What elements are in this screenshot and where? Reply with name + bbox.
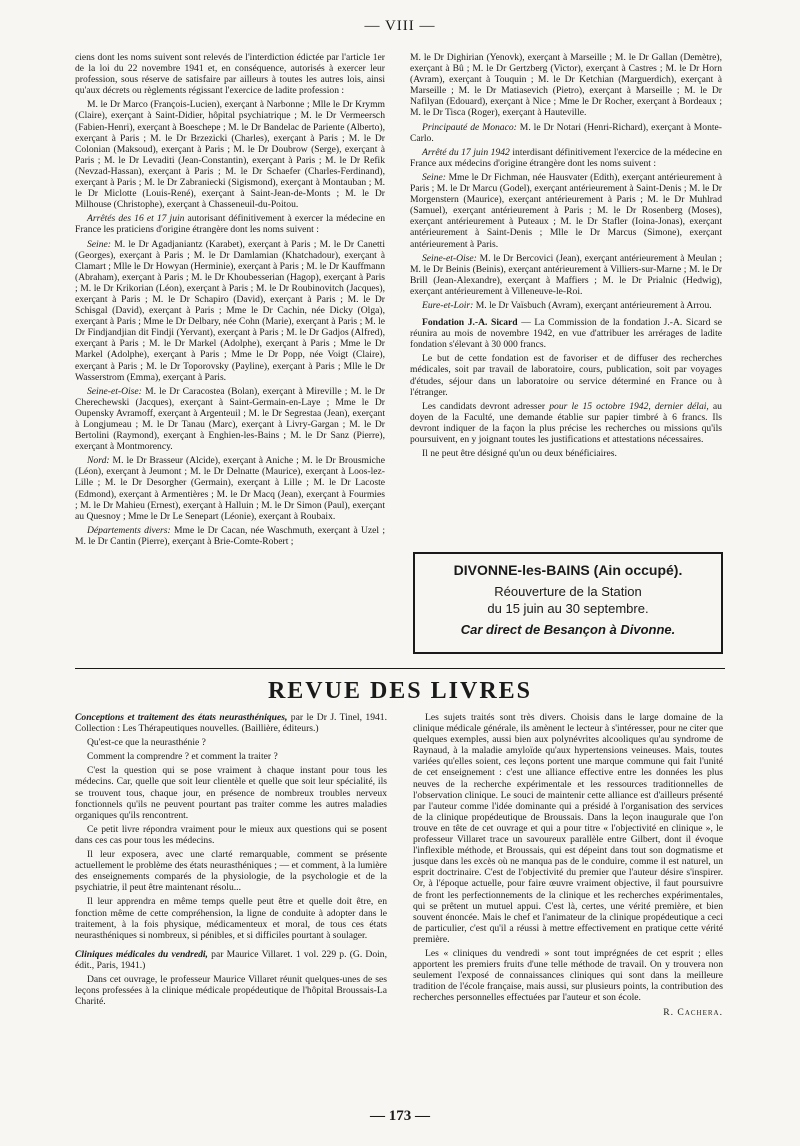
paragraph-text: M. le Dr Caracostea (Bolan), exerçant à Mireville ; M. le Dr Cherechewski (Jacques), exerçant à Saint-Germain-en-Laye ; Mme le Dr Oupensky Avramoff, exerçant à Argenteuil ; M. le Dr Segrestaa (Jean), exerçant à Longjumeau ; M. le Dr Tanau (Marc), exerçant à Livry-Gargan ; M. le Dr Bertolini (Raymond), exerçant à Enghien-les-Bains ; M. le Dr Sanz (Pierre), exerçant à Montmorency. bbox=[75, 385, 385, 453]
decree-date: Arrêté du 17 juin 1942 bbox=[422, 146, 510, 158]
paragraph-text: au doyen de la Faculté, une demande établie sur papier timbré à 6 francs. Ils devront indiquer de la façon la plus précise les recherches ou missions qu'ils poursuivent, en y joignant toutes les justifications et attestations nécessaires. bbox=[410, 400, 722, 445]
region-label: Nord: bbox=[87, 455, 110, 467]
paragraph bbox=[410, 253, 722, 297]
region-label: Seine-et-Oise: bbox=[87, 385, 142, 397]
page-header-roman: — VIII — bbox=[364, 18, 436, 34]
paragraph: Comment la comprendre ? et comment la traiter ? bbox=[87, 751, 278, 763]
region-label: Seine: bbox=[422, 171, 446, 183]
paragraph: Qu'est-ce que la neurasthénie ? bbox=[87, 737, 206, 749]
page-number: — 173 — bbox=[370, 1108, 430, 1124]
paragraph: M. le Dr Marco (François-Lucien), exerçant à Narbonne ; Mlle le Dr Krymm (Claire), exerçant à Saint-Didier, hôpital psychiatrique ; M. le Dr Vermeersch (Fabien-Henri), exerçant à Boeschepe ; M. le Dr Bandelac de Pariente (Alberto), exerçant à Paris ; M. le Dr Brzezicki (Charles), exerçant à Paris ; M. le Dr Colonian (Maksoud), exerçant à Paris ; M. le Dr Doubrow (Serge), exerçant à Paris ; M. le Dr Levaditi (Jean-Constantin), exerçant à Paris ; M. le Dr Refik (Nevzad-Hassan), exerçant à Paris ; M. le Dr Schaefer (Charles-Ferdinand), exerçant à Paris ; M. le Dr Zabraniecki (Sigismond), exerçant à Montauban ; M. le Dr Miclotte (Louis-René), exerçant à Saint-Jean-de-Monts ; M. le Dr Milhouse (Christophe), exerçant à Chasseneuil-du-Poitou. bbox=[75, 99, 385, 211]
paragraph: ciens dont les noms suivent sont relevés de l'interdiction édictée par l'article 1er de la loi du 22 novembre 1941 et, en conséquence, autorisés à exercer leur profession, sous réserve de satisfaire par ailleurs à toutes les autres lois, ainsi qu'aux décrets ou règlements régissant l'exercice de ladite profession : bbox=[75, 52, 385, 97]
review-right-column bbox=[413, 712, 723, 1019]
right-column bbox=[410, 52, 722, 462]
paragraph: Il leur exposera, avec une clarté remarquable, comment se présente actuellement le problème des états neurasthéniques ; — et comment, à la lumière des enseignements comparés de la physiologie, de la psychologie et de la psychiatrie, il peut être maintenant résolu... bbox=[75, 849, 387, 894]
divonne-ad-box bbox=[413, 552, 723, 654]
left-column bbox=[75, 52, 385, 550]
book-reference bbox=[75, 949, 387, 971]
book-ref-text: par Maurice Villaret. 1 vol. 229 p. (G. Doin, édit., Paris, 1941.) bbox=[75, 948, 387, 971]
paragraph-text: M. le Dr Notari (Henri-Richard), exerçant à Monte-Carlo. bbox=[410, 121, 723, 144]
paragraph: M. le Dr Dighirian (Yenovk), exerçant à Marseille ; M. le Dr Gallan (Demètre), exerçant à Bû ; M. le Dr Gertzberg (Victor), exerçant à Castres ; M. le Dr Horn (Avram), exerçant à Touquin ; M. le Dr Ketchian (Marguerdich), exerçant à Marseille ; M. le Dr Matiasevich (Pietro), exerçant à Marseille ; M. le Dr Nafilyan (Edouard), exerçant à Nice ; Mme le Dr Rocher, exerçant à Bordeaux ; M. le Dr Tisca (Roger), exerçant à Hauteville. bbox=[410, 52, 722, 119]
book-title: Cliniques médicales du vendredi, bbox=[75, 948, 208, 960]
paragraph-text: Les candidats devront adresser bbox=[422, 400, 550, 412]
review-left-column bbox=[75, 712, 387, 1010]
ad-line: du 15 juin au 30 septembre. bbox=[487, 601, 649, 616]
paragraph: Les « cliniques du vendredi » sont tout imprégnées de cet esprit ; elles apportent les premiers fruits d'une telle méthode de travail. On y trouvera non seulement l'exposé de connaissances cliniques qui sont dans la meilleure tradition de l'école française, mais aussi, sur plusieurs points, la contribution des recherches personnelles effectuées par l'auteur et son école. bbox=[413, 947, 723, 1004]
region-label: Seine: bbox=[87, 238, 111, 250]
paragraph-text: autorisant définitivement à exercer la médecine en France les praticiens d'origine étrangère dont les noms suivent : bbox=[75, 213, 386, 236]
paragraph: Il leur apprendra en même temps quelle peut être et quelle doit être, en fonction même de cette compréhension, la ligne de conduite à adopter dans le traitement, à la fois physique, médicamenteux et moral, de tous ces états neurasthéniques si nombreux, si pénibles, et si difficiles pourtant à soulager. bbox=[75, 896, 387, 941]
paragraph-text: — La Commission de la fondation J.-A. Sicard se réunira au mois de novembre 1942, en vue d'attribuer les arrérages de ladite fondation s'élevant à 30 000 francs. bbox=[410, 317, 722, 351]
paragraph bbox=[410, 122, 722, 144]
paragraph: Les sujets traités sont très divers. Choisis dans le large domaine de la clinique médicale générale, ils amènent le lecteur à s'intéresser, pour ne citer que quelques exemples, aussi bien aux polynévrites alcooliques qu'au syndrome de Raynaud, à la maladie amyloïde qu'aux hypertensions veineuses. Mais, toutes variées qu'elles soient, ces leçons portent une marque commune qui fait l'unité de cet enseignement : c'est une alliance effective entre les données les plus neuves de la recherche expérimentale et les ressources traditionnelles de l'observation clinique. Le souci de maintenir cette alliance est d'ailleurs présenté par l'auteur comme l'idée dominante qui a présidé à l'organisation des services de la clinique propédeutique de Broussais. Dans la leçon inaugurale que l'on trouve en tête de cet ouvrage et qui a pour titre « l'objectivité en clinique », le professeur Villaret trace un savoureux parallèle entre Gilbert, dont il évoque l'inflexible méthode, et Broussais, qui est dépeint dans tout son dogmatisme et jusque dans les excès où ne manqua pas de le conduire, comme il est naturel, un esprit doctrinaire. C'est de l'objectivité du premier que l'auteur désire s'inspirer. Or, à l'époque actuelle, pour faire œuvre vraiment objective, il faut poursuivre de front les perfectionnements de la clinique et les recherches expérimentales, qui se prêtent un mutuel appui. C'est là, certes, une vérité première, et bien souvent énoncée. Mais le chef et l'animateur de la clinique propédeutique a ceci de particulier, c'est qu'il a réussi à mettre effectivement en pratique cette vérité première. bbox=[413, 712, 723, 945]
paragraph: C'est la question qui se pose vraiment à chaque instant pour tous les médecins. Car, quelle que soit leur clientèle et quelle que soit leur spécialité, ils se trouvent tous, chaque jour, en présence de nombreux troubles nerveux fonctionnels qu'ils ne peuvent pourtant pas traiter comme les autres maladies organiques qu'ils rencontrent. bbox=[75, 765, 387, 821]
book-ref-text: par le Dr J. Tinel, 1941. Collection : Les Thérapeutiques nouvelles. (Baillière, éditeurs.) bbox=[75, 712, 387, 735]
ad-title: DIVONNE-les-BAINS (Ain occupé). bbox=[453, 562, 683, 578]
paragraph bbox=[75, 455, 385, 522]
paragraph-text: interdisant définitivement l'exercice de la médecine en France aux médecins d'origine étrangère dont les noms suivent : bbox=[410, 146, 722, 169]
paragraph-text: M. le Dr Agadjaniantz (Karabet), exerçant à Paris ; M. le Dr Canetti (Georges), exerçant à Paris ; M. le Dr Damlamian (Khatchadour), exerçant à Clamart ; Mlle le Dr Howyan (Herminie), exerçant à Paris ; M. le Dr Kauffmann (Abraham), exerçant à Paris ; M. le Dr Khoubesserian (Hagop), exerçant à Paris ; M. le Dr Krikorian (Léon), exerçant à Paris ; M. le Dr Roubinovitch (Jacques), exerçant à Paris ; M. le Dr Schapiro (David), exerçant à Paris ; M. le Dr Schisgal (David), exerçant à Paris ; Mme le Dr Cachin, née Dicky (Olga), exerçant à Paris ; Mme le Dr Delbary, née Cohn (Marie), exerçant à Paris ; M. le Dr Findjandjian dit Findji (Yervant), exerçant à Paris ; M. le Dr Gadjos (Alfred), exerçant à Paris ; M. le Dr Markel (Adolphe), exerçant à Paris ; Mme le Dr Markel (Adolphe), exerçant à Paris ; Mme le Dr Popp, née Voigt (Claire), exerçant à Paris ; M. le Dr Toporovsky (Payline), exerçant à Paris ; Mlle le Dr Wasserstrom (Emma), exerçant à Paris. bbox=[75, 238, 385, 383]
region-label: Départements divers: bbox=[87, 524, 171, 536]
foundation-title: Fondation J.-A. Sicard bbox=[422, 317, 518, 329]
paragraph bbox=[75, 239, 385, 383]
paragraph bbox=[410, 300, 722, 311]
section-title: REVUE DES LIVRES bbox=[267, 678, 533, 704]
book-title: Conceptions et traitement des états neurasthéniques, bbox=[75, 712, 288, 723]
deadline: pour le 15 octobre 1942, dernier délai, bbox=[549, 400, 709, 412]
paragraph bbox=[75, 213, 385, 235]
paragraph bbox=[410, 401, 722, 445]
region-label: Eure-et-Loir: bbox=[422, 299, 474, 311]
decree-date: Arrêtés des 16 et 17 juin bbox=[87, 213, 185, 225]
book-reference bbox=[75, 712, 387, 734]
paragraph: Ce petit livre répondra vraiment pour le mieux aux questions qui se posent dans ces cas pour tous les médecins. bbox=[75, 823, 387, 846]
paragraph-text: Mme le Dr Cacan, née Waschmuth, exerçant à Uzel ; M. le Dr Cantin (Pierre), exerçant à Brie-Comte-Robert ; bbox=[75, 524, 386, 547]
paragraph bbox=[75, 386, 385, 453]
signature: R. Cachera. bbox=[663, 1007, 723, 1019]
paragraph bbox=[410, 147, 722, 169]
section-divider bbox=[75, 668, 725, 669]
paragraph: Le but de cette fondation est de favoriser et de diffuser des recherches médicales, soit par travail de laboratoire, cours, publication, soit par voyages d'études, séjour dans un laboratoire ou service déterminé en France ou à l'étranger. bbox=[410, 353, 722, 398]
paragraph: Il ne peut être désigné qu'un ou deux bénéficiaires. bbox=[422, 448, 617, 460]
paragraph bbox=[410, 317, 722, 350]
ad-line: Réouverture de la Station bbox=[494, 584, 642, 599]
region-label: Seine-et-Oise: bbox=[422, 252, 477, 264]
paragraph-text: Mme le Dr Fichman, née Hausvater (Edith), exerçant antérieurement à Paris ; M. le Dr Marcu (Godel), exerçant antérieurement à Saint-Denis ; M. le Dr Morgenstern (Maurice), exerçant antérieurement à Paris ; M. le Dr Muhlrad (Samuel), exerçant antérieurement à Paris ; M. le Dr Rosenberg (Moses), exerçant antérieurement à Puteaux ; M. le Dr Stafler (Ioina-Jonas), exerçant antérieurement à Saint-Denis ; Mlle le Dr Marcus (Simone), exerçant antérieurement à Paris. bbox=[410, 171, 722, 250]
paragraph-text: M. le Dr Brasseur (Alcide), exerçant à Aniche ; M. le Dr Brousmiche (Léon), exerçant à Jeumont ; M. le Dr Delnatte (Maurice), exerçant à Loos-lez-Lille ; M. le Dr Desorgher (Germain), exerçant à Lille ; M. le Dr Lacoste (Edmond), exerçant à Armentières ; M. le Dr Macq (Jean), exerçant à Fourmies ; M. le Dr Mahieu (Ernest), exerçant à Halluin ; M. le Dr Simon (Paul), exerçant au Quesnoy ; Mme le Dr Le Senepart (Léonie), exerçant à Roubaix. bbox=[75, 455, 385, 522]
region-label: Principauté de Monaco: bbox=[422, 121, 517, 133]
ad-line: Car direct de Besançon à Divonne. bbox=[460, 622, 676, 637]
paragraph: Dans cet ouvrage, le professeur Maurice Villaret réunit quelques-unes de ses leçons professées à la clinique médicale propédeutique de l'hôpital Broussais-La Charité. bbox=[75, 973, 387, 1008]
paragraph-text: M. le Dr Vaïsbuch (Avram), exerçant antérieurement à Arrou. bbox=[473, 299, 712, 311]
paragraph-text: M. le Dr Bercovici (Jean), exerçant antérieurement à Meulan ; M. le Dr Beinis (Beinis), exerçant antérieurement à Villiers-sur-Marne ; M. le Dr Brill (Jean-Alexandre), exerçant à Maffiers ; M. le Dr Prialnic (Hedwig), exerçant antérieurement à Villeneuve-le-Roi. bbox=[410, 252, 722, 297]
paragraph bbox=[75, 525, 385, 547]
paragraph bbox=[410, 172, 722, 250]
